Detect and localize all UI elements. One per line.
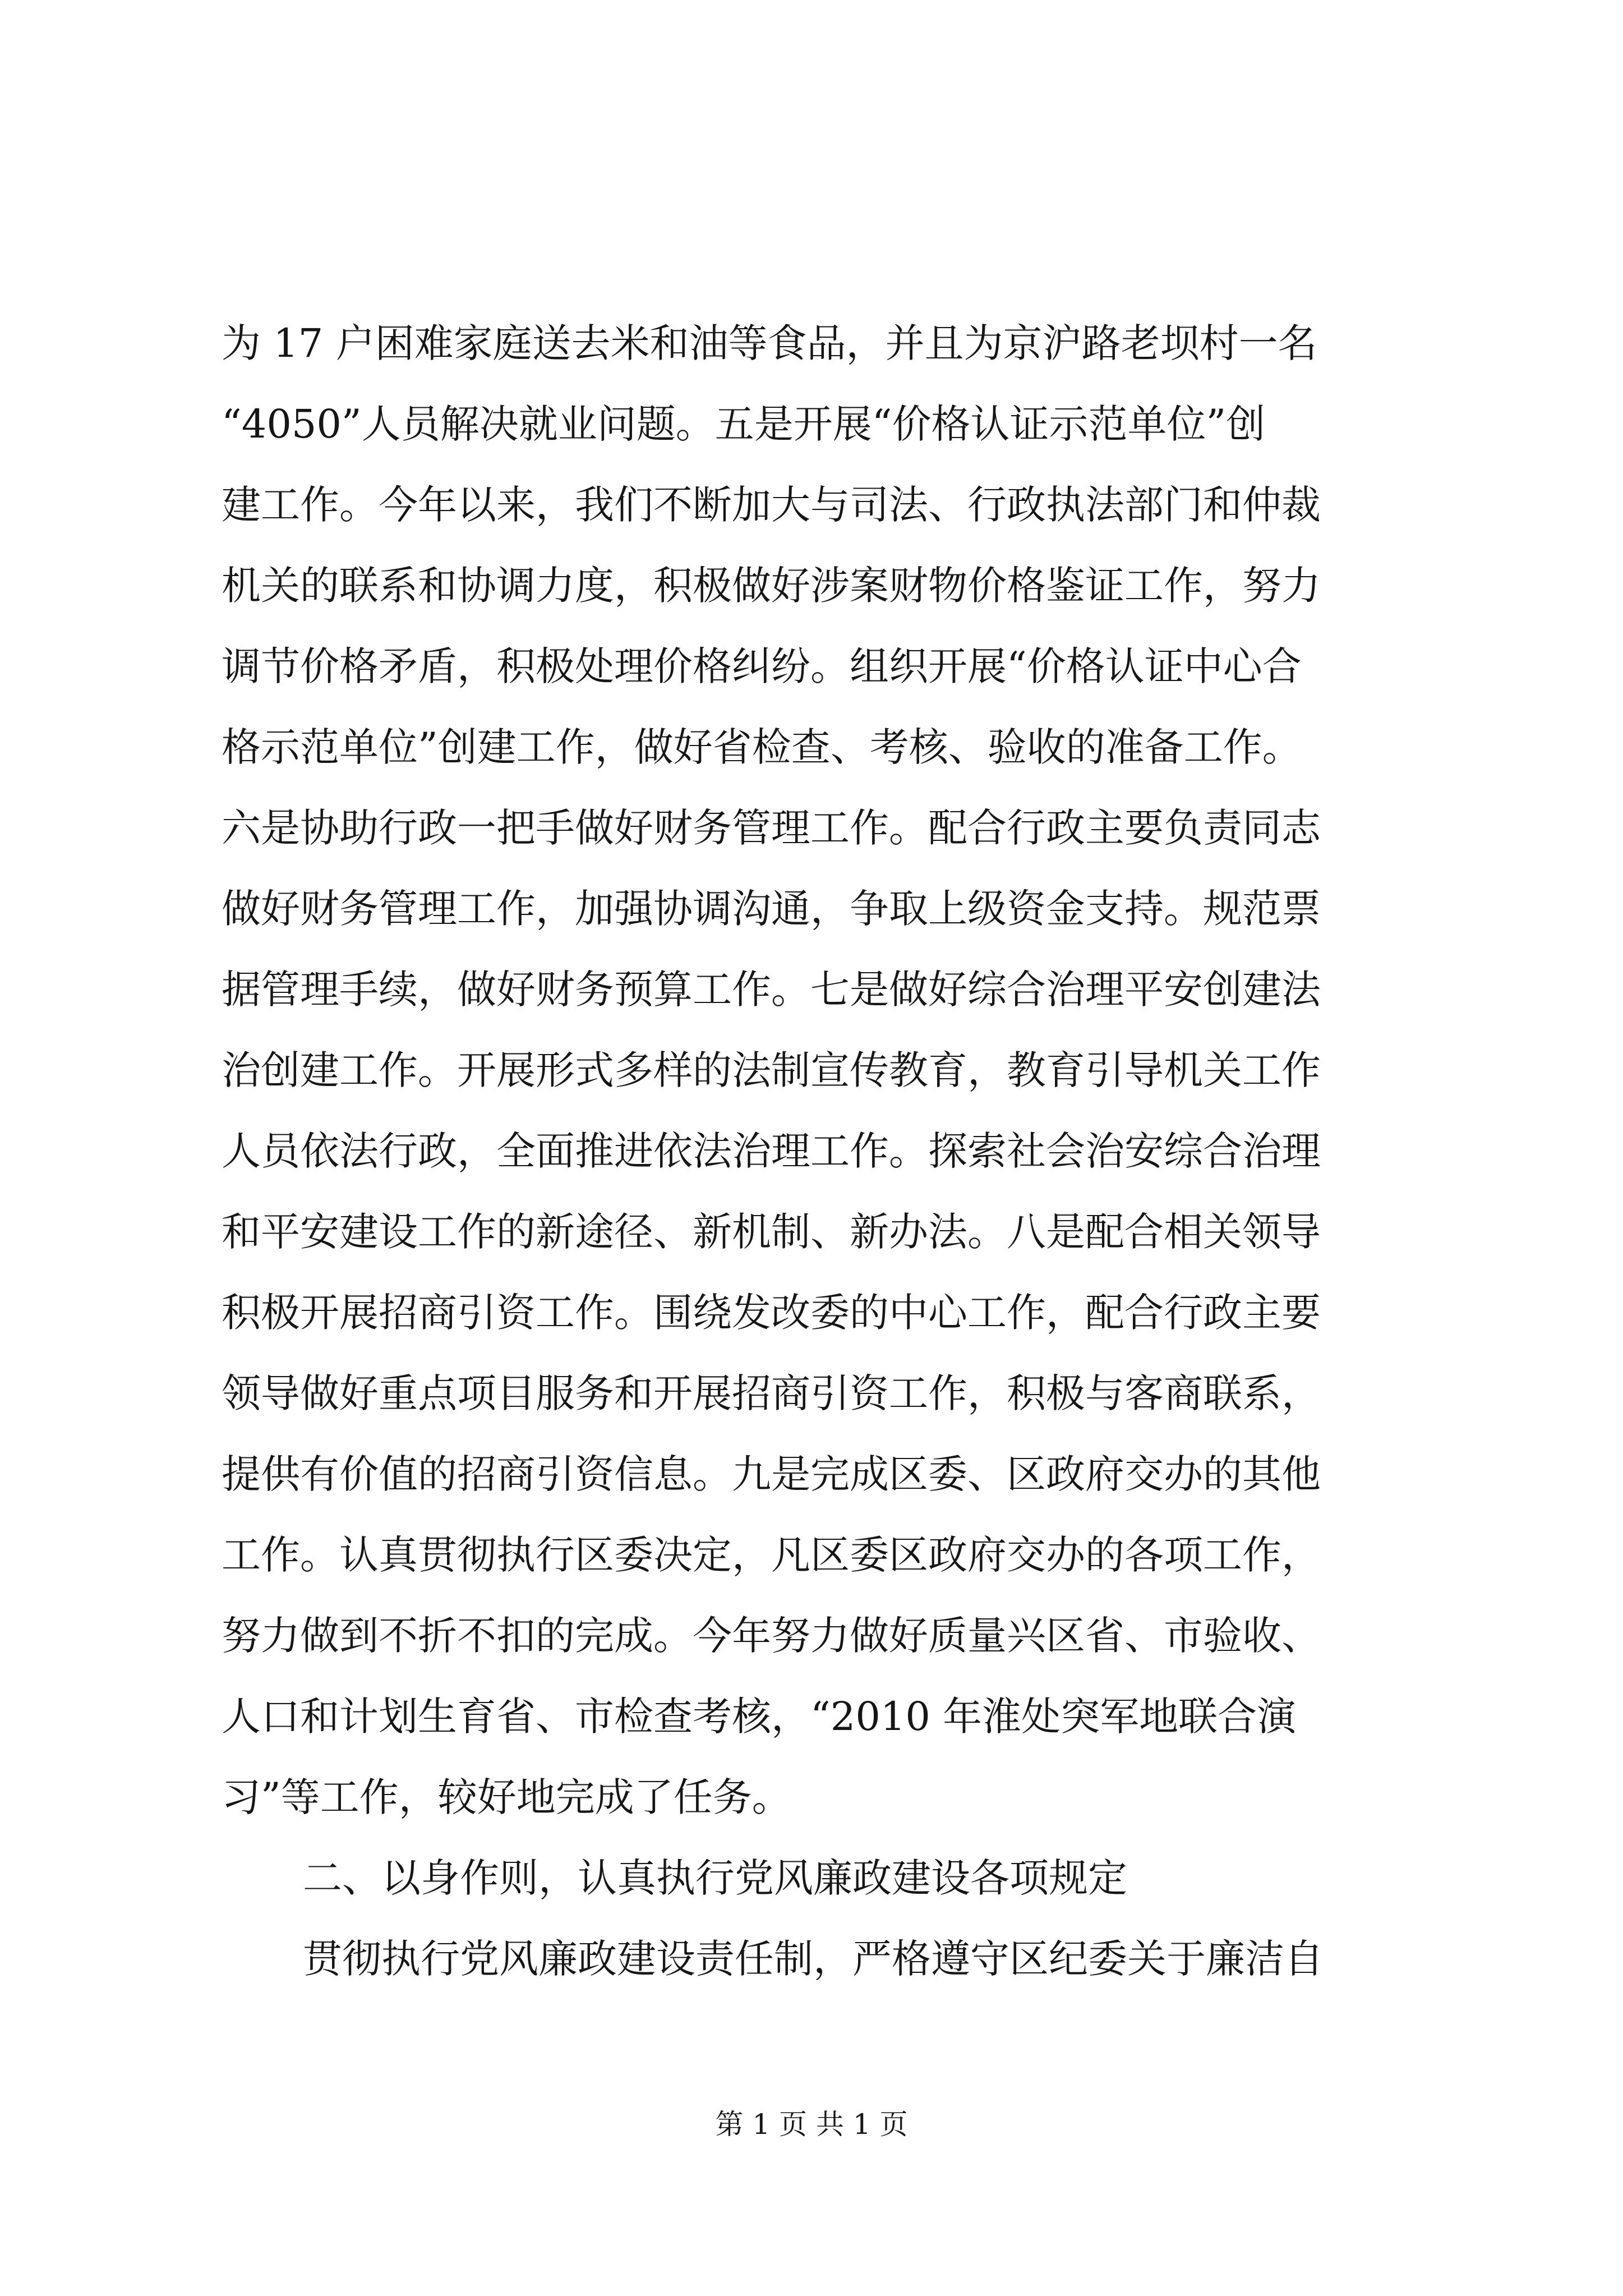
text-line-8: 做好财务管理工作，加强协调沟通，争取上级资金支持。规范票 [222, 886, 1321, 932]
page-footer: 第 1 页 共 1 页 [715, 2108, 908, 2141]
text-line-3: 建工作。今年以来，我们不断加大与司法、行政执法部门和仲裁 [222, 482, 1321, 528]
text-line-10: 治创建工作。开展形式多样的法制宣传教育，教育引导机关工作 [222, 1047, 1321, 1093]
text-line-13: 积极开展招商引资工作。围绕发改委的中心工作，配合行政主要 [222, 1290, 1321, 1336]
text-line-16: 工作。认真贯彻执行区委决定，凡区委区政府交办的各项工作， [222, 1532, 1321, 1578]
text-line-9: 据管理手续，做好财务预算工作。七是做好综合治理平安创建法 [222, 967, 1321, 1013]
section-heading: 二、以身作则，认真执行党风廉政建设各项规定 [303, 1855, 1127, 1901]
text-line-14: 领导做好重点项目服务和开展招商引资工作，积极与客商联系， [222, 1370, 1321, 1416]
text-line-12: 和平安建设工作的新途径、新机制、新办法。八是配合相关领导 [222, 1209, 1321, 1255]
text-line-11: 人员依法行政，全面推进依法治理工作。探索社会治安综合治理 [222, 1128, 1321, 1174]
text-line-15: 提供有价值的招商引资信息。九是完成区委、区政府交办的其他 [222, 1451, 1321, 1497]
text-line-7: 六是协助行政一把手做好财务管理工作。配合行政主要负责同志 [222, 805, 1321, 851]
text-line-18: 人口和计划生育省、市检查考核，“2010 年淮处突军地联合演 [222, 1694, 1297, 1740]
text-line-17: 努力做到不折不扣的完成。今年努力做好质量兴区省、市验收、 [222, 1613, 1321, 1659]
paragraph-start-line: 贯彻执行党风廉政建设责任制，严格遵守区纪委关于廉洁自 [303, 1936, 1324, 1982]
text-line-2: “4050”人员解决就业问题。五是开展“价格认证示范单位”创 [222, 401, 1266, 447]
text-line-6: 格示范单位”创建工作，做好省检查、考核、验收的准备工作。 [222, 724, 1302, 770]
text-line-19: 习”等工作，较好地完成了任务。 [222, 1774, 791, 1820]
text-line-1: 为 17 户困难家庭送去米和油等食品，并且为京沪路老坝村一名 [222, 320, 1317, 366]
document-body [222, 303, 1427, 1999]
text-line-4: 机关的联系和协调力度，积极做好涉案财物价格鉴证工作，努力 [222, 563, 1321, 609]
text-line-5: 调节价格矛盾，积极处理价格纠纷。组织开展“价格认证中心合 [222, 643, 1302, 689]
